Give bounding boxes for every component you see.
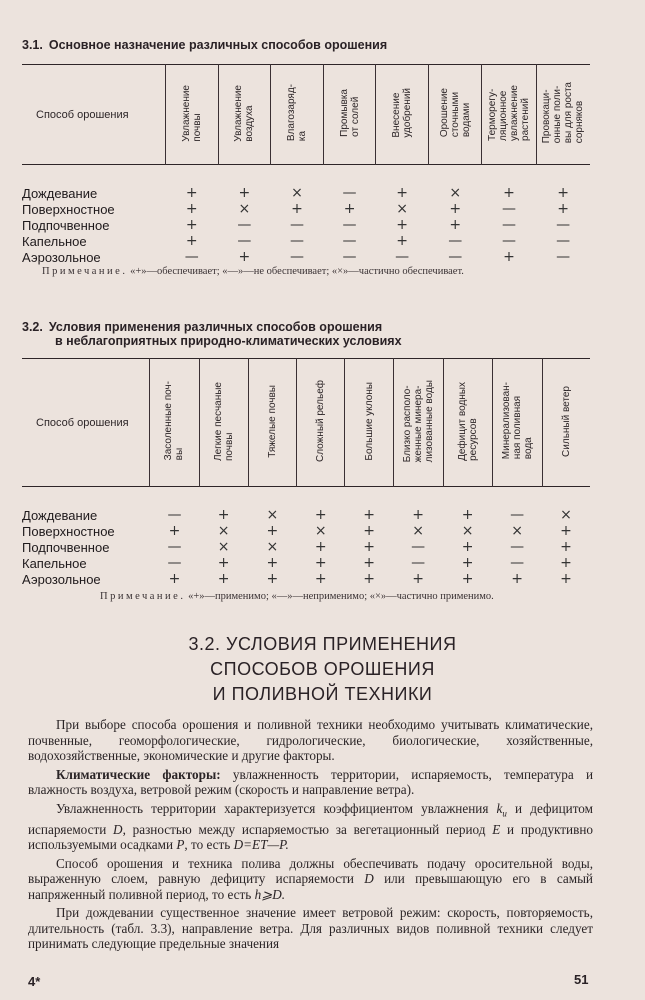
table-cell: + (363, 507, 375, 523)
table2-col-header-6 (393, 359, 443, 487)
table-cell: — (411, 555, 426, 571)
table2-number: 3.2. (22, 320, 43, 334)
table2-col-label-line: Большие уклоны (363, 381, 375, 461)
table-cell: + (343, 201, 356, 217)
table1-col-label-line: вы для роста (563, 82, 575, 144)
paragraph-5: При дождевании существенное значение имеет ветровой режим: скорость, повторяемость, длительность (табл. 3.3), направление ветра. Для различных видов поливной техники следует принимать следующие предельные значения (28, 905, 593, 952)
table-cell: + (396, 185, 409, 201)
table1-col-label-line: Увлажнение (180, 84, 192, 142)
paragraph-3-text-c: , разностью между испаряемостью за вегетационный период (122, 821, 493, 837)
table1-col-label-line: Внесение (391, 92, 403, 138)
table1-col-label-line: Увлажнение (233, 84, 245, 142)
table1-col-label-line: увлажнение (509, 85, 521, 141)
table2-corner-header (22, 359, 150, 487)
table2-col-label-line: лизованные воды (423, 379, 435, 463)
table-cell: + (266, 571, 279, 587)
table1-col-label-8 (541, 82, 585, 143)
table2-corner-label: Способ орошения (36, 416, 129, 429)
table-cell: + (461, 507, 474, 523)
table2-title-line1: Условия применения различных способов орошения (48, 320, 383, 334)
table-cell: — (556, 233, 571, 249)
table1-col-label-line: удобрений (402, 88, 414, 138)
table-cell: — (289, 249, 304, 265)
table-cell: + (557, 201, 569, 217)
table-cell: + (291, 201, 303, 217)
table-row (22, 539, 590, 555)
table-row (22, 201, 590, 217)
table2-col-label-8 (501, 382, 534, 459)
table1-col-label-line: воздуха (244, 105, 256, 142)
table-cell: + (449, 201, 462, 217)
table2-col-label-line: ная поливная (511, 396, 523, 460)
table2-col-label-line: вы (174, 448, 186, 461)
row-label: Дождевание (22, 507, 98, 523)
table1-col-label-line: растений (520, 98, 532, 141)
table-cell: — (502, 201, 517, 217)
table-cell: + (266, 555, 279, 571)
table-cell: + (217, 571, 230, 587)
table-cell: — (510, 507, 525, 523)
symbol-D-2: D (364, 871, 374, 887)
table-cell: — (342, 217, 357, 233)
table-cell: × (412, 523, 425, 539)
table-cell: — (395, 249, 410, 265)
table1-col-header-6 (428, 65, 481, 165)
table-cell: — (510, 555, 525, 571)
table-cell: — (167, 555, 182, 571)
table2-col-label-line: женные минера- (412, 385, 424, 463)
table-cell: × (461, 523, 474, 539)
section-heading (0, 632, 645, 707)
table1-col-label-6 (439, 88, 472, 137)
table-cell: — (556, 217, 571, 233)
symbol-E: E (492, 821, 501, 837)
table-cell: + (314, 555, 327, 571)
table1-note-label: Примечание. (42, 266, 128, 277)
table-cell: + (560, 571, 572, 587)
row-label: Подпочвенное (22, 539, 110, 555)
table-cell: × (291, 185, 303, 201)
table1-col-label-5 (391, 88, 413, 138)
table-cell: + (503, 249, 515, 265)
table-cell: + (363, 523, 375, 539)
table1-col-label-7 (487, 85, 531, 141)
table-cell: × (396, 201, 409, 217)
row-label: Аэрозольное (22, 571, 101, 587)
table2-col-label-line: Засоленные поч- (163, 381, 175, 461)
table2-col-header-5 (345, 359, 393, 487)
table-row (22, 555, 590, 571)
table2 (22, 358, 590, 587)
table-cell: + (314, 571, 327, 587)
table-cell: — (342, 233, 357, 249)
table-row (22, 249, 590, 265)
paragraph-4-text-a: Способ орошения и техника полива должны обеспечивать подачу оросительной воды, выраженную слоем, равную дефициту испаряемости (28, 855, 593, 887)
table-row (22, 165, 590, 202)
table-cell: + (560, 523, 572, 539)
table-cell: × (266, 539, 279, 555)
symbol-P: P (176, 837, 185, 853)
table-cell: — (289, 233, 304, 249)
table1-number: 3.1. (22, 38, 43, 52)
table1-col-label-line: сорняков (574, 101, 586, 144)
table1-col-label-1 (181, 85, 203, 142)
table-cell: + (503, 185, 515, 201)
paragraph-3-text-e: , то есть (184, 837, 234, 853)
table-cell: — (342, 249, 357, 265)
table-cell: + (185, 233, 198, 249)
table-cell: + (168, 523, 181, 539)
table-cell: × (511, 523, 523, 539)
table-cell: + (449, 217, 462, 233)
table2-col-label-6 (402, 380, 435, 462)
signature-mark: 4* (28, 974, 41, 989)
table-cell: + (238, 185, 251, 201)
table-cell: + (412, 571, 425, 587)
symbol-k-subscript: u (502, 808, 507, 819)
table1-col-label-line: ляционное (498, 90, 510, 141)
table1-col-label-line: Влагозаряд- (285, 84, 297, 142)
table-cell: — (184, 249, 199, 265)
table1-col-label-line: Терморегу- (487, 88, 499, 141)
table1-col-header-1 (165, 65, 218, 165)
table-cell: — (502, 233, 517, 249)
paragraph-2-term: Климатические факторы: (56, 766, 221, 782)
table-cell: + (461, 539, 474, 555)
paragraph-2 (28, 767, 593, 798)
row-label: Капельное (22, 555, 87, 571)
table-cell: + (461, 571, 474, 587)
table1-title: Основное назначение различных способов орошения (48, 38, 388, 52)
table-cell: + (363, 539, 375, 555)
table2-col-label-2 (213, 382, 235, 461)
table-cell: + (238, 249, 251, 265)
table-cell: — (556, 249, 571, 265)
formula-deficit: D=ET—P. (233, 837, 289, 853)
table-cell: + (185, 201, 198, 217)
table-cell: + (396, 233, 409, 249)
table-cell: × (217, 539, 230, 555)
table-cell: — (342, 185, 357, 201)
table1-col-header-5 (376, 65, 429, 165)
table-cell: — (167, 507, 182, 523)
table2-col-header-2 (199, 359, 248, 487)
table1-col-label-line: онные поли- (552, 85, 564, 144)
table-cell: + (185, 217, 198, 233)
table2-note-text: «+»—применимо; «—»—неприменимо; «×»—частично применимо. (188, 591, 494, 602)
table-cell: + (266, 523, 279, 539)
table-cell: × (560, 507, 572, 523)
body-text (28, 717, 593, 955)
table-cell: + (560, 555, 572, 571)
table1-col-label-line: почвы (191, 112, 203, 142)
table2-col-label-line: Сильный ветер (560, 385, 572, 457)
table1-col-header-3 (271, 65, 324, 165)
table1-col-label-2 (233, 85, 255, 142)
table-cell: + (314, 539, 327, 555)
table1-note (42, 265, 590, 279)
symbol-k: k (496, 800, 503, 816)
table1-col-label-line: водами (460, 103, 472, 138)
table2-note-label: Примечание. (100, 591, 186, 602)
table-row (22, 571, 590, 587)
table2-col-label-line: Близко располо- (401, 385, 413, 463)
table2-note (100, 590, 590, 604)
page-number: 51 (574, 972, 589, 987)
table2-col-header-9 (542, 359, 590, 487)
table1-col-label-line: ка (296, 131, 308, 142)
table2-col-label-3 (267, 385, 278, 458)
table2-title-line2: в неблагоприятных природно-климатических условиях (55, 334, 402, 348)
table-cell: — (448, 249, 463, 265)
table-cell: + (363, 555, 375, 571)
table-cell: + (557, 185, 569, 201)
table-cell: × (217, 523, 230, 539)
table2-col-label-5 (364, 382, 375, 461)
table1 (22, 64, 590, 265)
formula-h-ge-D: h⩾D. (254, 886, 286, 902)
paragraph-4-text-b: или превышающую его в самый напряженный поливной период, то есть (28, 871, 593, 902)
section-heading-line2: СПОСОБОВ ОРОШЕНИЯ (210, 659, 435, 679)
table-cell: × (314, 523, 327, 539)
table-cell: × (266, 507, 279, 523)
table-cell: + (217, 507, 230, 523)
paragraph-1: При выборе способа орошения и поливной техники необходимо учитывать климатические, почвенные, геоморфологические, гидрологические, биологические, хозяйственные, водохозяйственные, экономические и другие факторы. (28, 717, 593, 763)
table1-col-label-line: от солей (349, 96, 361, 137)
table2-col-label-line: почвы (223, 432, 235, 461)
table-cell: — (411, 539, 426, 555)
table-cell: + (168, 571, 181, 587)
table-cell: — (289, 217, 304, 233)
table-cell: — (167, 539, 182, 555)
table-cell: — (237, 217, 252, 233)
table1-col-label-line: Провокаци- (541, 89, 553, 144)
table2-col-label-line: ресурсов (467, 417, 479, 461)
table-cell: + (363, 571, 375, 587)
table-cell: + (314, 507, 327, 523)
table1-col-label-line: Орошение (438, 88, 450, 138)
table2-col-label-4 (315, 380, 326, 462)
table1-col-header-8 (536, 65, 590, 165)
table1-corner-header (22, 65, 165, 165)
table1-corner-label: Способ орошения (36, 108, 129, 121)
table2-col-header-7 (443, 359, 492, 487)
table-cell: — (502, 217, 517, 233)
table-cell: — (237, 233, 252, 249)
table1-col-label-3 (286, 84, 308, 141)
table1-col-label-line: Промывка (338, 89, 350, 137)
table2-col-header-4 (297, 359, 345, 487)
paragraph-2-text: увлажненность территории, испаряемость, температура и влажность воздуха, ветровой режим (скорость и направление ветра). (28, 766, 593, 797)
table-cell: + (560, 539, 572, 555)
table1-col-header-7 (482, 65, 536, 165)
table-row (22, 523, 590, 539)
table1-note-text: «+»—обеспечивает; «—»—не обеспечивает; «×»—частично обеспечивает. (130, 266, 464, 277)
table2-col-header-3 (248, 359, 296, 487)
table2-col-label-line: Тяжелые почвы (266, 384, 278, 458)
paragraph-3-text-a: Увлажненность территории характеризуется коэффициентом увлажнения (56, 800, 497, 816)
table1-col-header-4 (323, 65, 376, 165)
table2-col-label-1 (163, 381, 185, 460)
table-row (22, 217, 590, 233)
row-label: Аэрозольное (22, 249, 101, 265)
row-label: Дождевание (22, 185, 98, 201)
table-cell: + (511, 571, 523, 587)
table-row (22, 487, 590, 524)
paragraph-3-text-d: и продуктивно используемыми осадками (28, 821, 593, 853)
table2-col-label-7 (457, 382, 479, 461)
table-cell: — (448, 233, 463, 249)
row-label: Капельное (22, 233, 87, 249)
row-label: Подпочвенное (22, 217, 110, 233)
table-cell: + (412, 507, 425, 523)
table1-col-label-line: сточными (449, 92, 461, 138)
table-row (22, 233, 590, 249)
table-cell: — (510, 539, 525, 555)
table1-col-label-4 (339, 89, 361, 137)
table2-col-header-1 (150, 359, 199, 487)
table2-col-label-9 (561, 386, 572, 457)
table-cell: + (185, 185, 198, 201)
table-cell: × (238, 201, 251, 217)
table-cell: + (396, 217, 409, 233)
symbol-D: D (113, 821, 123, 837)
section-heading-line3: И ПОЛИВНОЙ ТЕХНИКИ (212, 684, 433, 704)
table-cell: × (449, 185, 462, 201)
section-heading-line1: 3.2. УСЛОВИЯ ПРИМЕНЕНИЯ (188, 634, 457, 654)
table2-col-label-line: Сложный рельеф (315, 379, 327, 462)
table2-col-label-line: вода (522, 437, 534, 460)
row-label: Поверхностное (22, 201, 115, 217)
table-cell: + (217, 555, 230, 571)
table2-col-label-line: Легкие песчаные (212, 381, 224, 461)
paragraph-3-text-b: и дефицитом испаряемости (28, 800, 593, 837)
table2-col-header-8 (492, 359, 542, 487)
table-cell: + (461, 555, 474, 571)
table1-col-header-2 (218, 65, 271, 165)
row-label: Поверхностное (22, 523, 115, 539)
table2-caption (22, 320, 402, 348)
table2-col-label-line: Минерализован- (500, 382, 512, 460)
table1-caption (22, 38, 387, 52)
paragraph-3 (28, 801, 593, 853)
paragraph-4 (28, 856, 593, 903)
table2-col-label-line: Дефицит водных (456, 381, 468, 461)
